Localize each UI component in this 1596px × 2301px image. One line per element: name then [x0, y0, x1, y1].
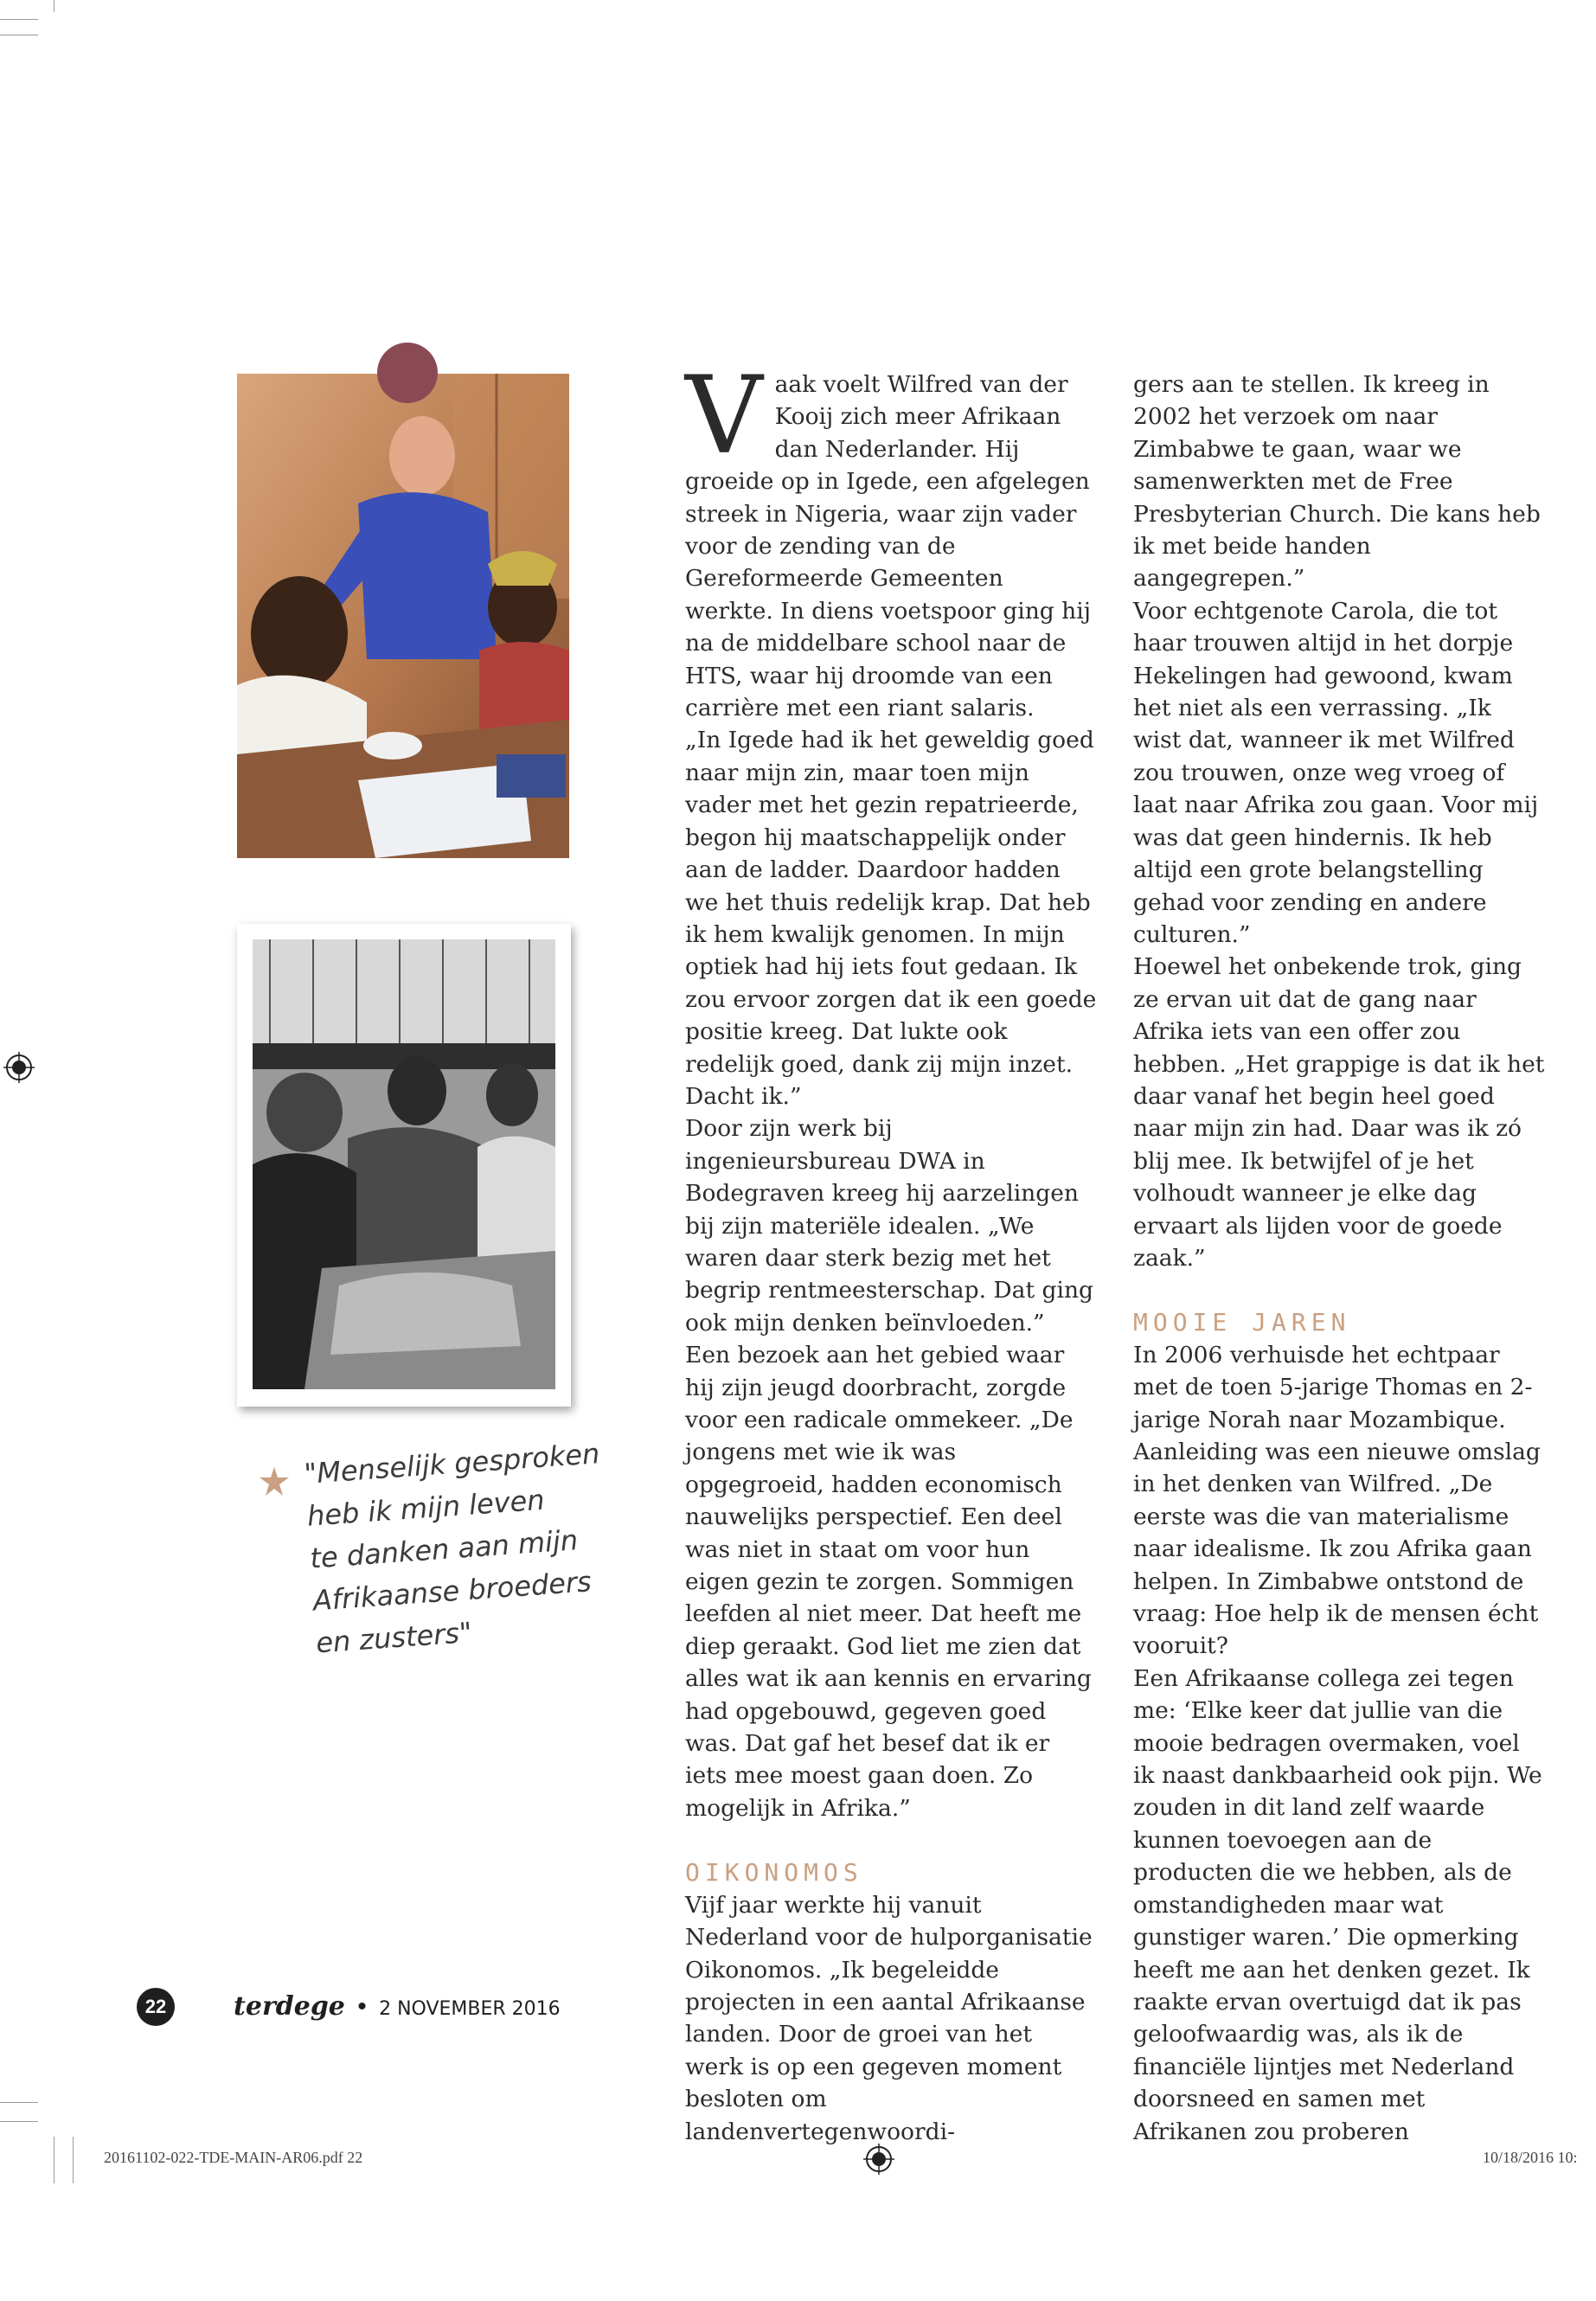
- article-paragraph: „In Igede had ik het geweldig goed naar mijn zin, maar toen mijn vader met het gezin repatrieerde, begon hij maatschappelijk onder aan de ladder. Daardoor hadden we het thuis redelijk krap. Dat heb ik hem kwalijk genomen. In mijn optiek had hij iets fout gedaan. Ik zou ervoor zorgen dat ik een goede positie kreeg. Dat lukte ook redelijk goed, dank zij mijn inzet. Dacht ik.”: [685, 727, 1097, 1110]
- pull-quote: [303, 1433, 613, 1664]
- section-heading-oikonomos: OIKONOMOS: [685, 1858, 863, 1888]
- page-number-badge: [137, 1988, 175, 2026]
- article-paragraph: Hoewel het onbekende trok, ging ze ervan uit dat de gang naar Afrika iets van een offer zou hebben. „Het grappige is dat ik het daar vanaf het begin heel goed naar mijn zin had. Daar was ik zó blij mee. Ik betwijfel of je het volhoudt wanneer je elke dag ervaart als lijden voor de goede zaak.”: [1133, 953, 1545, 1272]
- print-timestamp: 10/18/2016 10:: [1483, 2149, 1578, 2166]
- article-paragraph: Een Afrikaanse collega zei tegen me: ‘Elke keer dat jullie van die mooie bedragen overmaken, voel ik naast dankbaarheid ook pijn. We zouden in dit land zelf waarde kunnen toevoegen aan de producten die we hebben, als de omstandigheden maar wat gunstiger waren.’ Die opmerking heeft me aan het denken gezet. Ik raakte ervan overtuigd dat ik pas geloofwaardig was, als ik de financiële lijntjes met Nederland doorsneed en samen met Afrikanen zou proberen: [1133, 1664, 1542, 2145]
- folio-separator: •: [357, 1992, 367, 2021]
- page-number: 22: [144, 1996, 167, 2017]
- article-paragraph: Door zijn werk bij ingenieursbureau DWA in Bodegraven kreeg hij aarzelingen bij zijn materiële idealen. „We waren daar sterk bezig met het begrip rentmeesterschap. Dat ging ook mijn denken beïnvloeden.”: [685, 1115, 1094, 1336]
- pull-quote-line: "Menselijk gesproken: [303, 1437, 601, 1490]
- article-paragraph: Voor echtgenote Carola, die tot haar trouwen altijd in het dorpje Hekelingen had gewoond, kwam het niet als een verrassing. „Ik wist dat, wanneer ik met Wilfred zou trouwen, onze weg vroeg of laat naar Afrika zou gaan. Voor mij was dat geen hindernis. Ik heb altijd een grote belangstelling gehad voor zending en andere culturen.”: [1133, 597, 1539, 948]
- decorative-dot: [377, 343, 438, 403]
- registration-mark-bottom: [863, 2144, 894, 2175]
- article-paragraph: gers aan te stellen. Ik kreeg in 2002 het verzoek om naar Zimbabwe te gaan, waar we samenwerkten met de Free Presbyterian Church. Die kans heb ik met beide handen aangegrepen.”: [1133, 371, 1541, 593]
- crop-mark: [0, 19, 38, 20]
- star-icon: [258, 1465, 291, 1498]
- pull-quote-line: te danken aan mijn: [309, 1523, 580, 1575]
- pull-quote-line: Afrikaanse broeders: [311, 1565, 593, 1618]
- article-column-2: [1133, 369, 1545, 2148]
- print-filename: 20161102-022-TDE-MAIN-AR06.pdf 22: [104, 2149, 363, 2166]
- magazine-name: terdege: [234, 1991, 345, 2022]
- registration-mark-left: [3, 1052, 35, 1083]
- article-column-1: [685, 354, 1097, 2148]
- top-photo-image: [237, 374, 569, 858]
- article-paragraph: aak voelt Wilfred van der Kooij zich meer Afrikaan dan Nederlander. Hij groeide op in Igede, een afgelegen streek in Nigeria, waar zijn vader voor de zending van de Gereformeerde Gemeenten werkte. In diens voetspoor ging hij na de middelbare school naar de HTS, waar hij droomde van een carrière met een riant salaris.: [685, 371, 1091, 722]
- section-heading-mooie-jaren: MOOIE JAREN: [1133, 1308, 1351, 1337]
- drop-cap: V: [685, 354, 763, 478]
- article-paragraph: In 2006 verhuisde het echtpaar met de toen 5-jarige Thomas en 2-jarige Norah naar Mozambique. Aanleiding was een nieuwe omslag in het denken van Wilfred. „De eerste was die van materialisme naar idealisme. Ik zou Afrika gaan helpen. In Zimbabwe ontstond de vraag: Hoe help ik de mensen écht vooruit?: [1133, 1341, 1541, 1660]
- top-photo: [237, 374, 569, 858]
- article-paragraph: Een bezoek aan het gebied waar hij zijn jeugd doorbracht, zorgde voor een radicale ommekeer. „De jongens met wie ik was opgegroeid, hadden economisch nauwelijks perspectief. Een deel was niet in staat om voor hun eigen gezin te zorgen. Sommigen leefden al niet meer. Dat heeft me diep geraakt. God liet me zien dat alles wat ik aan kennis en ervaring had opgebouwd, gegeven goed was. Dat gaf het besef dat ik er iets mee moest gaan doen. Zo mogelijk in Afrika.”: [685, 1342, 1092, 1822]
- bottom-photo-frame: [237, 924, 571, 1407]
- issue-date: 2 NOVEMBER 2016: [379, 1998, 561, 2020]
- pull-quote-line: en zusters": [315, 1615, 473, 1660]
- bottom-photo-image: [253, 939, 555, 1389]
- crop-mark: [0, 2102, 38, 2103]
- pull-quote-line: heb ik mijn leven: [305, 1483, 546, 1533]
- magazine-folio: [234, 1991, 561, 2022]
- article-paragraph: Vijf jaar werkte hij vanuit Nederland voor de hulporganisatie Oikonomos. „Ik begeleidde projecten in een aantal Afrikaanse landen. Door de groei van het werk is op een gegeven moment besloten om landenvertegenwoordi-: [685, 1891, 1093, 2145]
- crop-mark: [73, 2137, 74, 2183]
- crop-mark: [0, 2121, 38, 2122]
